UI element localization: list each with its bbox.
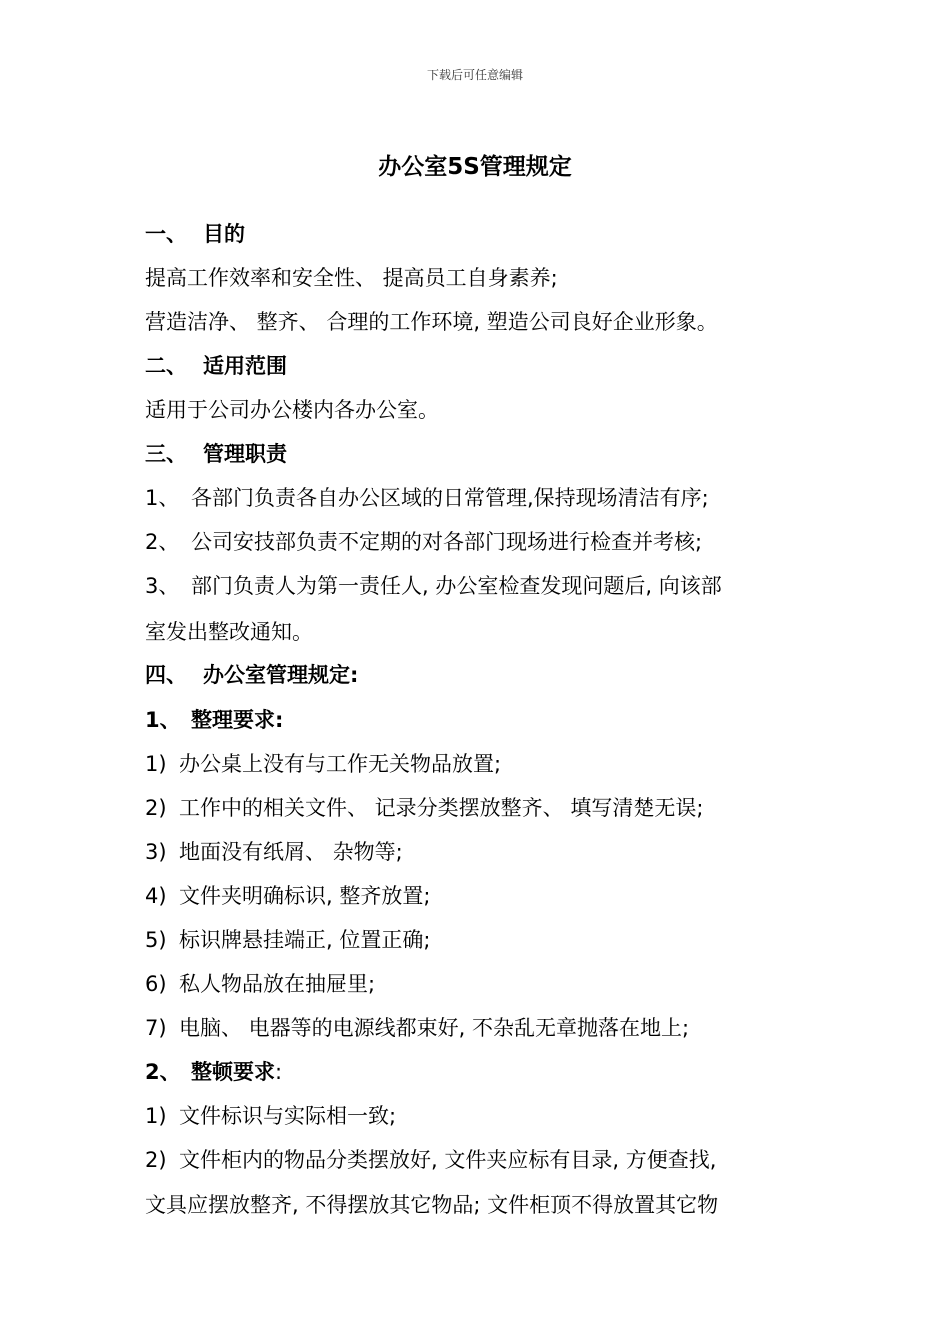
paragraph-line: 室发出整改通知。 [145,620,313,644]
list-number: 1、 [145,486,180,510]
list-text: 文件夹明确标识, 整齐放置; [179,884,431,908]
list-item [145,793,703,823]
list-number: 4) [145,884,167,908]
list-item [145,969,375,999]
page-header: 下载后可任意编辑 [426,68,523,82]
subsection-title: 整顿要求 [191,1060,275,1084]
list-number: 2、 [145,530,180,554]
list-item [145,571,722,601]
list-number: 2) [145,796,167,820]
section-number: 三、 [145,442,187,466]
list-item [145,749,501,779]
section-heading-rules [145,660,358,690]
section-title: 目的 [203,222,245,246]
paragraph-line: 提高工作效率和安全性、 提高员工自身素养; [145,266,558,290]
list-text: 部门负责人为第一责任人, 办公室检查发现问题后, 向该部 [191,574,722,598]
list-item [145,925,430,955]
paragraph-line: 营造洁净、 整齐、 合理的工作环境, 塑造公司良好企业形象。 [145,310,718,334]
paragraph-line: 适用于公司办公楼内各办公室。 [145,398,439,422]
subsection-heading-sort [145,705,283,735]
list-item [145,881,430,911]
subsection-heading-order [145,1057,282,1087]
section-number: 一、 [145,222,187,246]
list-item [145,483,709,513]
section-heading-scope [145,351,287,381]
section-title: 管理职责 [203,442,287,466]
list-number: 2) [145,1148,167,1172]
subsection-title: 整理要求: [191,708,284,732]
list-item [145,1145,716,1175]
subsection-number: 1、 [145,708,181,732]
list-number: 6) [145,972,167,996]
subsection-colon: : [275,1060,283,1084]
section-heading-purpose [145,219,245,249]
paragraph-line: 文具应摆放整齐, 不得摆放其它物品; 文件柜顶不得放置其它物 [145,1193,719,1217]
section-heading-duties [145,439,287,469]
list-text: 工作中的相关文件、 记录分类摆放整齐、 填写清楚无误; [179,796,704,820]
list-number: 5) [145,928,167,952]
list-text: 公司安技部负责不定期的对各部门现场进行检查并考核; [191,530,703,554]
list-text: 标识牌悬挂端正, 位置正确; [179,928,431,952]
subsection-number: 2、 [145,1060,181,1084]
section-title: 办公室管理规定: [203,663,359,687]
list-number: 3) [145,840,167,864]
list-item [145,837,403,867]
list-text: 地面没有纸屑、 杂物等; [179,840,403,864]
list-number: 1) [145,1104,167,1128]
list-text: 办公桌上没有与工作无关物品放置; [179,752,502,776]
document-title: 办公室5S管理规定 [378,154,572,180]
list-number: 1) [145,752,167,776]
list-text: 私人物品放在抽屉里; [179,972,376,996]
list-text: 文件标识与实际相一致; [179,1104,397,1128]
list-item [145,1101,396,1131]
list-number: 7) [145,1016,167,1040]
section-title: 适用范围 [203,354,287,378]
list-item [145,1013,689,1043]
list-item [145,527,702,557]
list-number: 3、 [145,574,180,598]
section-number: 四、 [145,663,187,687]
list-text: 电脑、 电器等的电源线都束好, 不杂乱无章抛落在地上; [179,1016,690,1040]
list-text: 文件柜内的物品分类摆放好, 文件夹应标有目录, 方便查找, [179,1148,717,1172]
list-text: 各部门负责各自办公区域的日常管理,保持现场清洁有序; [191,486,709,510]
section-number: 二、 [145,354,187,378]
